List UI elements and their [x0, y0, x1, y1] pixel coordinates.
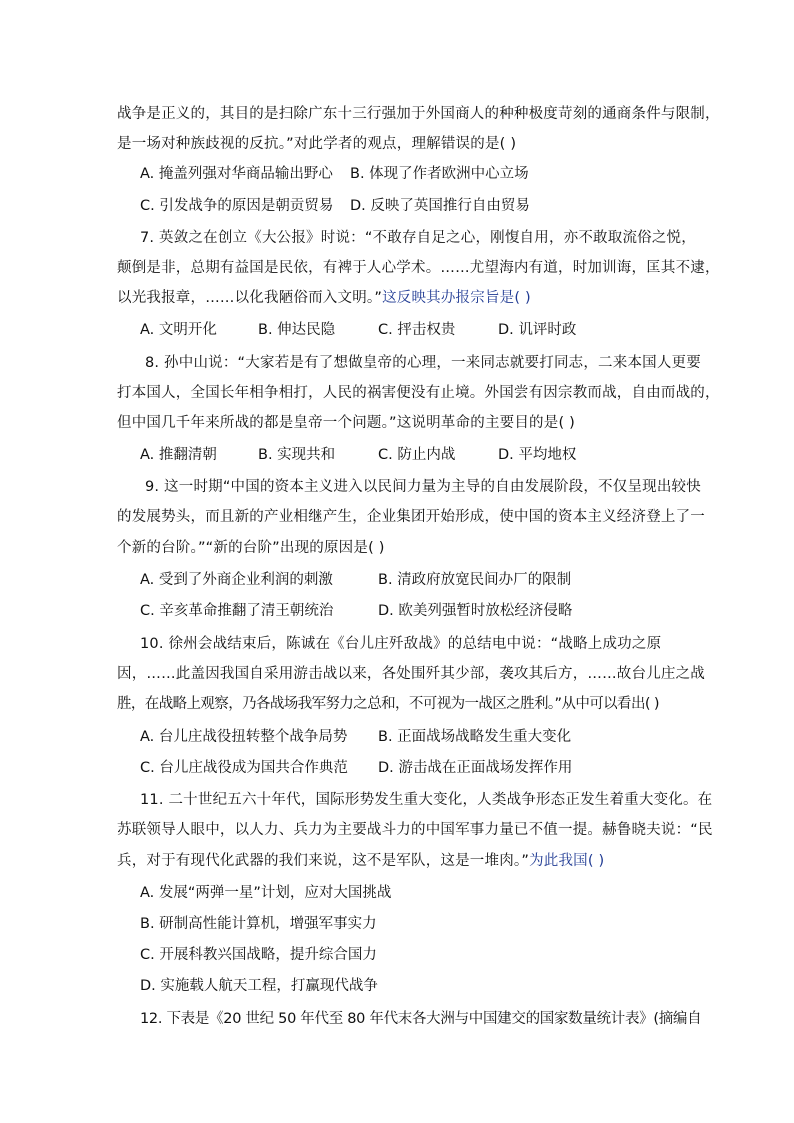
q10-text-line-2: 因，……此盖因我国自采用游击战以来，各处围歼其少部，袭攻其后方，……故台儿庄之战: [117, 666, 705, 682]
q6-text-line-2: 是一场对种族歧视的反抗。”对此学者的观点，理解错误的是( ): [117, 136, 517, 152]
q8-text-line-2: 打本国人，全国长年相争相打，人民的祸害便没有止境。外国尝有因宗教而战，自由而战的，: [117, 385, 720, 401]
q11-text-line-1: 11. 二十世纪五六十年代，国际形势发生重大变化，人类战争形态正发生着重大变化。在: [140, 792, 713, 808]
q7-quote-end: 以光我报章，……以化我陋俗而入文明。”: [117, 290, 383, 306]
q10-option-b: B. 正面战场战略发生重大变化: [378, 729, 572, 745]
q10-text-line-3: 胜，在战略上观察，乃各战场我军努力之总和，不可视为一战区之胜利。”从中可以看出( ): [117, 696, 659, 712]
q6-text-line-1: 战争是正义的，其目的是扫除广东十三行强加于外国商人的种种极度苛刻的通商条件与限制，: [117, 106, 720, 122]
q9-text-line-1: 9. 这一时期“中国的资本主义进入以民间力量为主导的自由发展阶段，不仅呈现出较快: [145, 479, 701, 495]
q6-option-c: C. 引发战争的原因是朝贡贸易: [140, 198, 334, 214]
q11-option-d: D. 实施载人航天工程，打赢现代战争: [140, 978, 378, 994]
q9-text-line-2: 的发展势头，而且新的产业相继产生，企业集团开始形成，使中国的资本主义经济登上了一: [117, 509, 705, 525]
q7-option-d: D. 讥评时政: [498, 322, 577, 338]
q6-option-b: B. 体现了作者欧洲中心立场: [350, 166, 529, 182]
q7-question-stem: 这反映其办报宗旨是( ): [382, 290, 531, 306]
q11-question-stem: 为此我国( ): [529, 853, 605, 869]
q10-option-d: D. 游击战在正面战场发挥作用: [378, 760, 573, 776]
q9-text-line-3: 个新的台阶。”“新的台阶”出现的原因是( ): [117, 540, 385, 556]
q10-text-line-1: 10. 徐州会战结束后，陈诚在《台儿庄歼敌战》的总结电中说：“战略上成功之原: [140, 636, 662, 652]
q11-option-a: A. 发展“两弹一星”计划，应对大国挑战: [140, 885, 392, 901]
q11-option-b: B. 研制高性能计算机，增强军事实力: [140, 916, 377, 932]
q7-text-line-2: 颠倒是非，总期有益国是民依，有裨于人心学术。……尤望海内有道，时加训诲，匡其不逮，: [117, 260, 720, 276]
q7-option-a: A. 文明开化: [140, 322, 217, 338]
q11-text-line-3: [117, 851, 687, 871]
q12-text-line-1: 12. 下表是《20 世纪 50 年代至 80 年代末各大洲与中国建交的国家数量统计表》(摘编自: [140, 1011, 702, 1027]
q8-option-a: A. 推翻清朝: [140, 447, 217, 463]
q10-option-c: C. 台儿庄战役成为国共合作典范: [140, 760, 348, 776]
q8-option-d: D. 平均地权: [498, 447, 577, 463]
q7-option-b: B. 伸达民隐: [258, 322, 336, 338]
q7-option-c: C. 抨击权贵: [378, 322, 456, 338]
q11-text-line-2: 苏联领导人眼中，以人力、兵力为主要战斗力的中国军事力量已不值一提。赫鲁晓夫说：“民: [117, 822, 713, 838]
q9-option-c: C. 辛亥革命推翻了清王朝统治: [140, 603, 334, 619]
q6-option-a: A. 掩盖列强对华商品输出野心: [140, 166, 333, 182]
q10-option-a: A. 台儿庄战役扭转整个战争局势: [140, 729, 348, 745]
q8-option-b: B. 实现共和: [258, 447, 336, 463]
q11-option-c: C. 开展科教兴国战略，提升综合国力: [140, 947, 377, 963]
q6-option-d: D. 反映了英国推行自由贸易: [350, 198, 530, 214]
q7-text-line-3: [117, 288, 687, 308]
q9-option-d: D. 欧美列强暂时放松经济侵略: [378, 603, 573, 619]
q11-quote-end: 兵，对于有现代化武器的我们来说，这不是军队，这是一堆肉。”: [117, 853, 530, 869]
q9-option-b: B. 清政府放宽民间办厂的限制: [378, 572, 572, 588]
q9-option-a: A. 受到了外商企业利润的刺激: [140, 572, 333, 588]
q7-text-line-1: 7. 英敛之在创立《大公报》时说：“不敢存自足之心，刚愎自用，亦不敢取流俗之悦，: [140, 230, 696, 246]
q8-text-line-1: 8. 孙中山说：“大家若是有了想做皇帝的心理，一来同志就要打同志，二来本国人更要: [145, 355, 701, 371]
q8-option-c: C. 防止内战: [378, 447, 456, 463]
q8-text-line-3: 但中国几千年来所战的都是皇帝一个问题。”这说明革命的主要目的是( ): [117, 415, 575, 431]
